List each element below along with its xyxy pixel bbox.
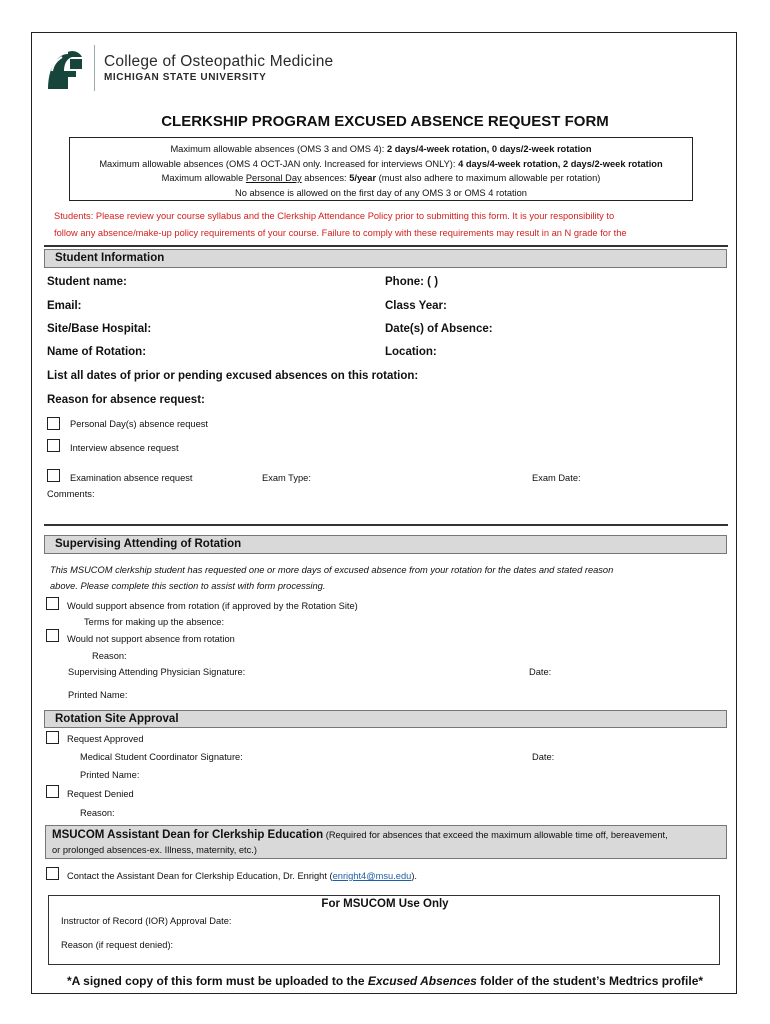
rule-line-2: Maximum allowable absences (OMS 4 OCT-JAN only. Increased for interviews ONLY): 4 days/4-week rotation, 2 days/2-week rotation (99, 158, 663, 169)
spartan-helmet-logo-icon (42, 45, 88, 93)
absence-rules-box (69, 137, 693, 201)
interview-label: Interview absence request (70, 443, 179, 453)
notice-line-2: follow any absence/make-up policy requirements of your course. Failure to comply with these requirements may result in an N grade for the (54, 228, 627, 238)
ior-approval-date-label: Instructor of Record (IOR) Approval Date: (61, 916, 232, 926)
email-label: Email: (47, 300, 82, 312)
rule-line-3: Maximum allowable Personal Day absences: 5/year (must also adhere to maximum allowable per rotation) (161, 173, 601, 183)
site-hospital-label: Site/Base Hospital: (47, 323, 152, 335)
would-not-support-checkbox[interactable] (46, 629, 59, 642)
examination-checkbox[interactable] (47, 469, 60, 482)
denied-reason-label: Reason: (80, 808, 115, 818)
student-info-heading: Student Information (44, 249, 727, 268)
attending-date-label: Date: (529, 667, 552, 677)
assistant-dean-heading: MSUCOM Assistant Dean for Clerkship Education (Required for absences that exceed the maximum allowable time off, bereavement, or prolonged absences-ex. Illness, maternity, etc.) (45, 825, 727, 859)
would-support-label: Would support absence from rotation (if approved by the Rotation Site) (67, 601, 358, 611)
supervising-reason-label: Reason: (92, 651, 127, 661)
dean-email-link[interactable]: enright4@msu.edu (332, 871, 412, 881)
exam-date-label: Exam Date: (532, 473, 581, 483)
request-approved-label: Request Approved (67, 734, 144, 744)
examination-label: Examination absence request (70, 473, 193, 483)
comments-label: Comments: (47, 489, 95, 499)
supervising-intro-2: above. Please complete this section to assist with form processing. (50, 581, 326, 591)
attending-printed-name-label: Printed Name: (68, 690, 128, 700)
absence-dates-label: Date(s) of Absence: (385, 323, 493, 335)
form-title: CLERKSHIP PROGRAM EXCUSED ABSENCE REQUEST FORM (161, 113, 609, 130)
request-denied-label: Request Denied (67, 789, 134, 799)
personal-day-checkbox[interactable] (47, 417, 60, 430)
would-support-checkbox[interactable] (46, 597, 59, 610)
reason-denied-label: Reason (if request denied): (61, 940, 174, 950)
terms-label: Terms for making up the absence: (84, 617, 225, 627)
request-approved-checkbox[interactable] (46, 731, 59, 744)
rule-line-1: Maximum allowable absences (OMS 3 and OMS 4): 2 days/4-week rotation, 0 days/2-week rotation (170, 144, 592, 154)
msucom-use-heading: For MSUCOM Use Only (321, 898, 449, 910)
phone-label: Phone: ( ) (385, 276, 439, 288)
upload-instruction-footer: *A signed copy of this form must be uploaded to the Excused Absences folder of the student’s Medtrics profile* (66, 974, 704, 988)
would-not-support-label: Would not support absence from rotation (67, 634, 235, 644)
supervising-heading: Supervising Attending of Rotation (44, 535, 727, 554)
rule-line-4: No absence is allowed on the first day of any OMS 3 or OMS 4 rotation (235, 187, 527, 198)
exam-type-label: Exam Type: (262, 473, 311, 483)
attending-signature-label: Supervising Attending Physician Signature: (68, 667, 246, 677)
interview-checkbox[interactable] (47, 439, 60, 452)
request-denied-checkbox[interactable] (46, 785, 59, 798)
form-page (31, 32, 737, 994)
notice-line-1: Students: Please review your course syllabus and the Clerkship Attendance Policy prior to submitting this form. It is your responsibility to (54, 211, 615, 221)
college-name: College of Osteopathic Medicine (104, 53, 334, 70)
site-approval-heading: Rotation Site Approval (44, 710, 727, 728)
rotation-name-label: Name of Rotation: (47, 346, 147, 358)
coordinator-date-label: Date: (532, 752, 555, 762)
student-name-label: Student name: (47, 276, 127, 288)
contact-dean-label: Contact the Assistant Dean for Clerkship Education, Dr. Enright (enright4@msu.edu). (67, 871, 417, 881)
class-year-label: Class Year: (385, 300, 447, 312)
student-section-divider (44, 524, 728, 526)
personal-day-label: Personal Day(s) absence request (70, 419, 208, 429)
notice-divider (44, 245, 728, 247)
location-label: Location: (385, 346, 437, 358)
supervising-intro-1: This MSUCOM clerkship student has requested one or more days of excused absence from your rotation for the dates and stated reason (50, 565, 614, 575)
coordinator-printed-name-label: Printed Name: (80, 770, 140, 780)
logo-divider (94, 45, 95, 91)
university-name: MICHIGAN STATE UNIVERSITY (104, 72, 267, 83)
msucom-use-box (48, 895, 720, 965)
prior-absences-label: List all dates of prior or pending excused absences on this rotation: (47, 370, 419, 382)
contact-dean-checkbox[interactable] (46, 867, 59, 880)
coordinator-signature-label: Medical Student Coordinator Signature: (80, 752, 243, 762)
reason-heading: Reason for absence request: (47, 394, 205, 406)
